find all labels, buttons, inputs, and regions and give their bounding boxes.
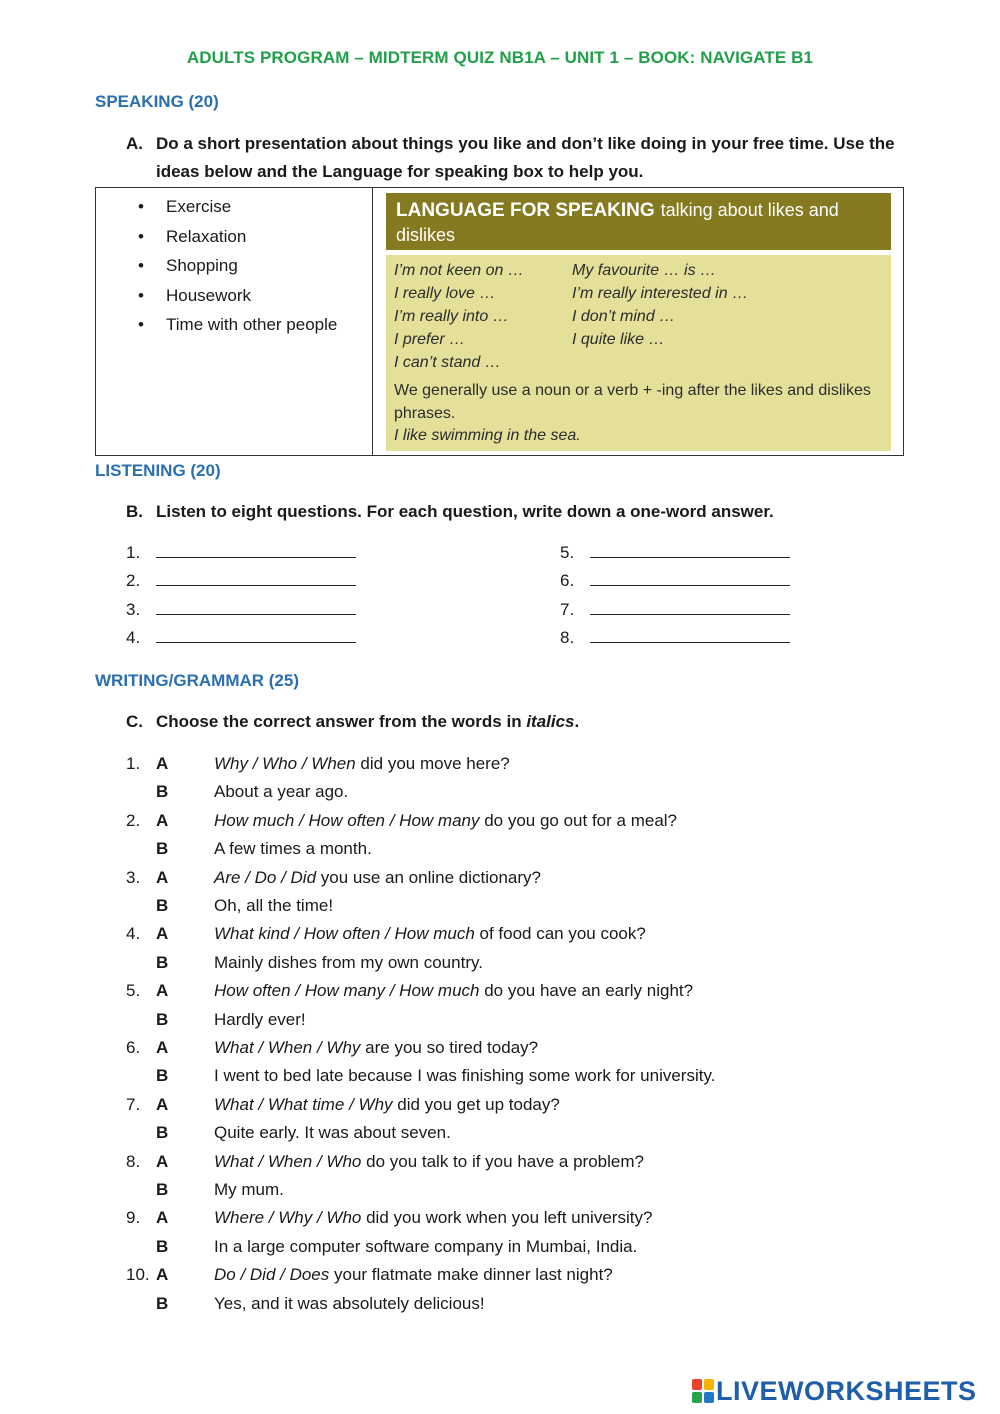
speaker-a-label: A [156,754,169,773]
answer-number: 2. [126,571,141,591]
question-rest: do you go out for a meal? [479,810,678,830]
bullet-icon: • [138,226,144,246]
question-rest: you use an online dictionary? [316,867,541,887]
answer-options[interactable]: What / When / Who [214,1151,362,1171]
grammar-instruction-pre: Choose the correct answer from the words in [156,712,527,731]
question-line [126,1148,644,1176]
answer-row [126,600,356,620]
idea-item [96,310,337,340]
bullet-icon: • [138,256,144,275]
answer-options[interactable]: Why / Who / When [214,754,356,773]
speaking-instruction [126,130,896,186]
speaker-b-label: B [156,1293,169,1313]
language-box-note [394,380,883,448]
question-number: 6. [126,1038,141,1057]
phrase-item: I’m not keen on … [394,262,524,279]
language-box-header [386,193,891,250]
grammar-instruction [126,708,579,736]
answer-row [560,628,790,648]
answer-blank[interactable] [590,543,790,558]
phrase-grid [394,259,883,374]
answer-number: 3. [126,599,141,619]
answer-text: My mum. [214,1180,284,1199]
answer-line [126,949,483,977]
answer-options[interactable]: What / What time / Why [214,1094,393,1114]
question-rest: are you so tired today? [360,1038,539,1057]
idea-text: Exercise [166,197,232,216]
answer-text: Mainly dishes from my own country. [214,952,483,972]
listening-heading: LISTENING (20) [95,461,221,480]
answer-line [126,778,348,806]
idea-text: Housework [166,285,252,305]
question-rest: do you talk to if you have a problem? [361,1151,644,1171]
answer-text: I went to bed late because I was finishing some work for university. [214,1066,716,1086]
answer-blank[interactable] [156,628,356,643]
answer-text: Quite early. It was about seven. [214,1123,451,1143]
idea-text: Relaxation [166,226,247,246]
idea-text: Shopping [166,256,238,275]
answer-options[interactable]: Are / Do / Did [214,867,317,887]
grammar-instruction-text [156,708,579,736]
phrase-item: I quite like … [572,331,665,348]
speaker-b-label: B [156,1009,169,1029]
bullet-icon: • [138,285,144,305]
liveworksheets-logo [692,1375,977,1407]
question-number: 5. [126,981,141,1001]
phrase-item: My favourite … is … [572,262,717,279]
speaker-a-label: A [156,1151,169,1171]
answer-number: 5. [560,543,575,562]
question-rest: your flatmate make dinner last night? [329,1265,613,1285]
question-number: 3. [126,867,141,887]
answer-blank[interactable] [156,571,356,586]
answer-line [126,892,333,920]
answer-row [126,628,356,648]
listening-instruction [126,498,774,526]
phrase-item: I’m really into … [394,308,509,325]
answer-line [126,835,372,863]
language-box-title: LANGUAGE FOR SPEAKING [396,200,655,221]
question-line [126,807,677,835]
speaker-a-label: A [156,981,169,1001]
answer-text: A few times a month. [214,839,372,859]
answer-number: 7. [560,599,575,619]
speaker-b-label: B [156,1123,169,1143]
answer-line [126,1062,715,1090]
speaker-b-label: B [156,1066,169,1086]
question-line [126,750,510,778]
speaker-a-label: A [156,867,169,887]
answer-options[interactable]: Do / Did / Does [214,1265,330,1285]
answer-row [126,543,356,563]
listening-instruction-text: Listen to eight questions. For each question, write down a one-word answer. [156,502,774,521]
liveworksheets-logo-icon [692,1379,714,1403]
answer-number: 1. [126,543,141,562]
answer-row [560,571,790,591]
speaker-a-label: A [156,1038,169,1057]
language-box-subtitle: talking about likes and dislikes [396,200,839,245]
question-number: 4. [126,924,141,944]
answer-options[interactable]: Where / Why / Who [214,1208,362,1228]
answer-blank[interactable] [156,600,356,615]
page-title: ADULTS PROGRAM – MIDTERM QUIZ NB1A – UNIT 1 – BOOK: NAVIGATE B1 [186,48,814,67]
question-line [126,1091,560,1119]
language-box-body [386,255,891,451]
grammar-instruction-post: . [574,712,580,731]
idea-item [96,281,337,311]
question-rest: did you get up today? [392,1094,560,1114]
liveworksheets-logo-text: LIVEWORKSHEETS [716,1375,977,1406]
answer-text: About a year ago. [214,782,349,802]
answer-text: Yes, and it was absolutely delicious! [214,1293,485,1313]
question-number: 9. [126,1208,141,1228]
speaker-b-label: B [156,1180,169,1199]
idea-item [96,192,337,222]
answer-options[interactable]: What / When / Why [214,1038,361,1057]
speaking-table [95,187,904,456]
answer-row [560,543,790,563]
answer-text: Oh, all the time! [214,896,334,915]
phrase-item: I really love … [394,285,496,302]
answer-line [126,1006,306,1034]
speaker-b-label: B [156,896,169,915]
phrase-item: I’m really interested in … [572,285,749,302]
question-number: 1. [126,754,141,773]
speaking-letter: A. [126,134,143,153]
speaking-heading: SPEAKING (20) [95,92,219,111]
language-note-example: I like swimming in the sea. [394,427,581,444]
grammar-letter: C. [126,712,143,731]
language-for-speaking-box [386,193,891,451]
ideas-list [96,192,337,340]
question-line [126,1261,613,1289]
phrase-item: I don’t mind … [572,308,676,325]
language-note-text: We generally use a noun or a verb + -ing after the likes and dislikes phrases. [394,382,871,422]
answer-row [560,600,790,620]
question-number: 8. [126,1151,141,1171]
question-rest: of food can you cook? [474,924,646,944]
answer-text: Hardly ever! [214,1009,306,1029]
answer-line [126,1176,284,1204]
grammar-heading: WRITING/GRAMMAR (25) [95,671,299,690]
idea-item [96,222,337,252]
listening-letter: B. [126,502,143,521]
table-divider [372,188,373,455]
speaker-a-label: A [156,1265,169,1285]
question-number: 7. [126,1094,141,1114]
phrase-item: I prefer … [394,331,466,348]
speaker-a-label: A [156,810,169,830]
question-line [126,920,646,948]
speaker-b-label: B [156,952,169,972]
question-number: 2. [126,810,141,830]
bullet-icon: • [138,315,144,334]
idea-text: Time with other people [166,315,338,334]
answer-line [126,1233,637,1261]
question-rest: do you have an early night? [479,981,694,1001]
bullet-icon: • [138,197,144,216]
answer-row [126,571,356,591]
speaker-b-label: B [156,782,169,802]
question-rest: did you work when you left university? [361,1208,653,1228]
answer-options[interactable]: How often / How many / How much [214,981,480,1001]
answer-options[interactable]: How much / How often / How many [214,810,480,830]
answer-blank[interactable] [590,571,790,586]
answer-blank[interactable] [590,600,790,615]
answer-line [126,1119,451,1147]
answer-number: 6. [560,571,575,591]
speaker-b-label: B [156,1236,169,1256]
answer-blank[interactable] [590,628,790,643]
answer-line [126,1290,485,1318]
answer-number: 4. [126,627,141,647]
speaker-b-label: B [156,839,169,859]
question-number: 10. [126,1265,150,1285]
question-line [126,977,693,1005]
speaking-instruction-text: Do a short presentation about things you like and don’t like doing in your free time. Use the ideas below and the Language for speaking box to help you. [156,134,895,181]
question-line [126,1204,652,1232]
answer-options[interactable]: What kind / How often / How much [214,924,475,944]
answer-text: In a large computer software company in Mumbai, India. [214,1236,638,1256]
question-rest: did you move here? [355,754,510,773]
speaker-a-label: A [156,1094,169,1114]
answer-blank[interactable] [156,543,356,558]
phrase-item: I can’t stand … [394,354,501,371]
speaker-a-label: A [156,1208,169,1228]
idea-item [96,251,337,281]
speaker-a-label: A [156,924,169,944]
phrase-item [572,351,872,374]
question-line [126,864,541,892]
grammar-instruction-italic: italics [526,712,575,731]
answer-number: 8. [560,627,575,647]
question-line [126,1034,538,1062]
